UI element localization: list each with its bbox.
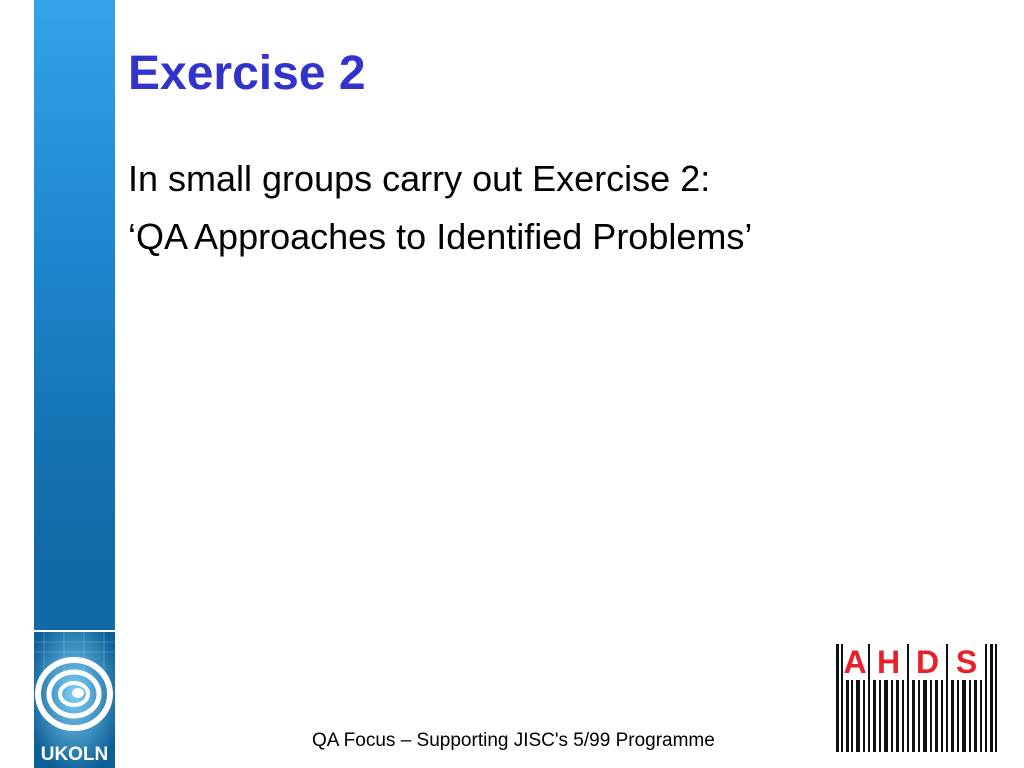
slide-title: Exercise 2	[128, 47, 366, 100]
ahds-letter: D	[915, 644, 940, 680]
ukoln-logo	[34, 632, 115, 768]
ahds-letter: A	[843, 644, 867, 680]
sidebar-band	[34, 590, 115, 630]
body-line: ‘QA Approaches to Identified Problems’	[128, 216, 753, 257]
ahds-logo	[834, 640, 1000, 754]
ahds-letter: H	[876, 644, 901, 680]
ahds-barcode-logo-icon	[834, 640, 1000, 754]
ukoln-logo-text: UKOLN	[40, 744, 109, 765]
slide-body	[128, 150, 988, 266]
body-line: In small groups carry out Exercise 2:	[128, 158, 711, 199]
slide-footer: QA Focus – Supporting JISC's 5/99 Programme	[312, 730, 715, 751]
sidebar-stripe	[34, 0, 115, 630]
ahds-letter: S	[955, 644, 978, 680]
